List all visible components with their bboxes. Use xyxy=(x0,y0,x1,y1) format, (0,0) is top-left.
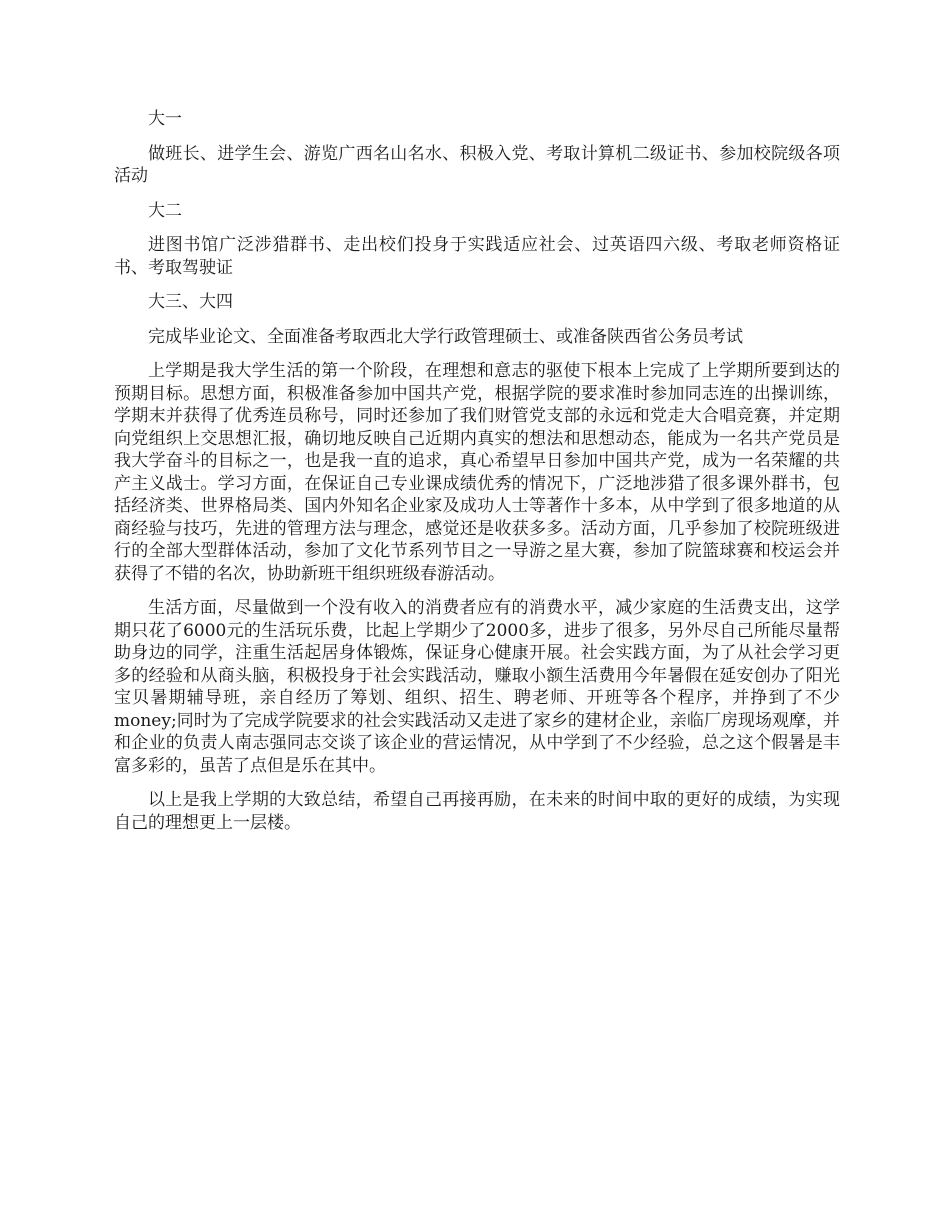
paragraph-year-three-four-plan: 完成毕业论文、全面准备考取西北大学行政管理硕士、或准备陕西省公务员考试 xyxy=(148,326,743,347)
document-body xyxy=(114,108,840,834)
heading-year-three-four: 大三、大四 xyxy=(148,292,233,312)
heading-year-two: 大二 xyxy=(148,200,182,221)
paragraph-semester-summary: 上学期是我大学生活的第一个阶段，在理想和意志的驱使下根本上完成了上学期所要到达的预期目标。思想方面，积极准备参加中国共产党，根据学院的要求准时参加同志连的出操训练，学期末并获得了优秀连员称号，同时还参加了我们财管党支部的永远和党走大合唱竞赛，并定期向党组织上交思想汇报，确切地反映自己近期内真实的想法和思想动态，能成为一名共产党员是我大学奋斗的目标之一，也是我一直的追求，真心希望早日参加中国共产党，成为一名荣耀的共产主义战士。学习方面，在保证自己专业课成绩优秀的情况下，广泛地涉猎了很多课外群书，包括经济类、世界格局类、国内外知名企业家及成功人士等著作十多本，从中学到了很多地道的从商经验与技巧，先进的管理方法与理念，感觉还是收获多多。活动方面，几乎参加了校院班级进行的全部大型群体活动，参加了文化节系列节目之一导游之星大赛，参加了院篮球赛和校运会并获得了不错的名次，协助新班干组织班级春游活动。 xyxy=(114,361,840,584)
paragraph-life-and-practice: 生活方面，尽量做到一个没有收入的消费者应有的消费水平，减少家庭的生活费支出，这学期只花了6000元的生活玩乐费，比起上学期少了2000多，进步了很多，另外尽自己所能尽量帮助身边的同学，注重生活起居身体锻炼，保证身心健康开展。社会实践方面，为了从社会学习更多的经验和从商头脑，积极投身于社会实践活动，赚取小额生活费用今年暑假在延安创办了阳光宝贝暑期辅导班，亲自经历了筹划、组织、招生、聘老师、开班等各个程序，并挣到了不少money;同时为了完成学院要求的社会实践活动又走进了家乡的建材企业，亲临厂房现场观摩，并和企业的负责人南志强同志交谈了该企业的营运情况，从中学到了不少经验，总之这个假暑是丰富多彩的，虽苦了点但是乐在其中。 xyxy=(114,598,840,776)
paragraph-conclusion: 以上是我上学期的大致总结，希望自己再接再励，在未来的时间中取的更好的成绩，为实现自己的理想更上一层楼。 xyxy=(114,790,840,833)
paragraph-year-two-plan: 进图书馆广泛涉猎群书、走出校们投身于实践适应社会、过英语四六级、考取老师资格证书、考取驾驶证 xyxy=(114,235,840,278)
paragraph-year-one-plan: 做班长、进学生会、游览广西名山名水、积极入党、考取计算机二级证书、参加校院级各项活动 xyxy=(114,143,840,186)
heading-year-one: 大一 xyxy=(148,109,182,129)
